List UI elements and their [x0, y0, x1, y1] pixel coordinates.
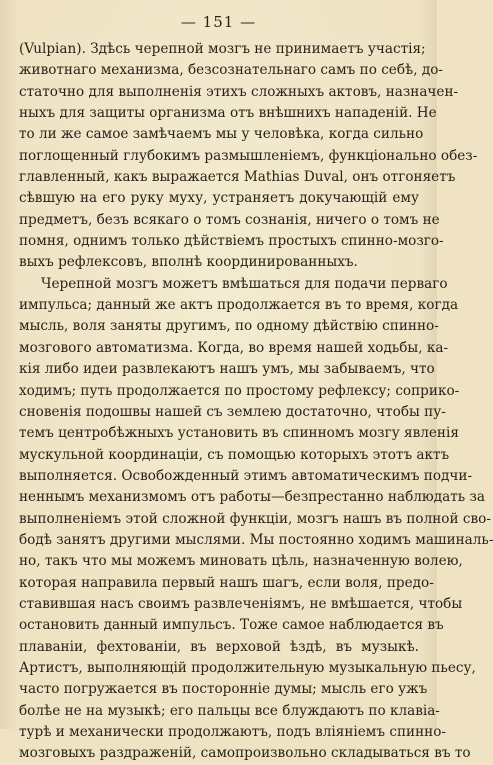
text-line: импульса; данный же актъ продолжается въ то время, когда	[19, 297, 459, 314]
text-line: сѣвшую на его руку муху, устраняетъ докучающій ему	[19, 190, 419, 207]
text-line: Артистъ, выполняющій продолжительную музыкальную пьесу,	[19, 659, 476, 676]
text-line: мозговыхъ раздраженій, самопроизвольно складываться въ то	[19, 745, 471, 762]
text-line: выполняется. Освобожденный этимъ автоматическимъ подчи-	[19, 467, 473, 484]
text-line: плаваніи, фехтованіи, въ верховой ѣздѣ, въ музыкѣ.	[19, 638, 419, 655]
text-line: неннымъ механизмомъ отъ работы—безпрестанно наблюдать за	[19, 489, 485, 506]
text-line: животнаго механизма, безсознательнаго самъ по себѣ, до-	[19, 62, 444, 79]
text-line: часто погружается въ посторонніе думы; мысль его ужъ	[19, 681, 428, 698]
text-line: предметъ, безъ всякаго о томъ сознанія, ничего о томъ не	[19, 211, 440, 228]
text-line: ходимъ; путь продолжается по простому рефлексу; соприко-	[19, 382, 460, 399]
text-line: мысль, воля заняты другимъ, по одному дѣйствію спинно-	[19, 318, 439, 335]
text-line: но, такъ что мы можемъ миновать цѣль, назначенную волею,	[19, 553, 463, 570]
text-line: ставившая насъ своимъ развлеченіямъ, не вмѣшается, чтобы	[19, 595, 463, 612]
text-line: статочно для выполненія этихъ сложныхъ актовъ, назначен-	[19, 83, 459, 100]
text-line: выполненіемъ этой сложной функціи, мозгъ нашъ въ полной сво-	[19, 510, 491, 527]
text-line: помня, однимъ только дѣйствіемъ простыхъ спинно-мозго-	[19, 233, 444, 250]
text-line: (Vulpian). Здѣсь черепной мозгъ не принимаетъ участія;	[19, 41, 426, 57]
text-line: турѣ и механически продолжаютъ, подъ вліяніемъ спинно-	[19, 724, 446, 740]
paragraph-2	[19, 274, 493, 765]
body-text	[19, 39, 493, 765]
text-line: болѣе не на музыкѣ; его пальцы все блуждаютъ по клавіа-	[19, 702, 440, 719]
text-line: главленный, какъ выражается Mathias Duval, онъ отгоняетъ	[19, 169, 456, 186]
text-line: кія либо идеи развлекаютъ нашъ умъ, мы забываемъ, что	[19, 361, 435, 378]
text-line: сновенія подошвы нашей съ землею достаточно, чтобы пу-	[19, 403, 446, 420]
text-line: то ли же самое замѣчаемъ мы у человѣка, когда сильно	[19, 126, 424, 143]
text-line: остановить данный импульсъ. Тоже самое наблюдается въ	[19, 617, 444, 634]
text-line: темъ центробѣжныхъ установить въ спинномъ мозгу явленія	[19, 425, 459, 442]
text-line: ныхъ для защиты организма отъ внѣшнихъ нападеній. Не	[19, 105, 437, 122]
text-line: выхъ рефлексовъ, вполнѣ координированныхъ.	[19, 254, 358, 271]
text-line: мускульной координаціи, съ помощью которыхъ этотъ актъ	[19, 446, 450, 463]
text-line: бодѣ занятъ другими мыслями. Мы постоянно ходимъ машиналь-	[19, 531, 493, 548]
text-line: которая направила первый нашъ шагъ, если воля, предо-	[19, 574, 434, 591]
page-number: — 151 —	[180, 13, 257, 31]
paragraph-1	[19, 39, 478, 274]
text-line: мозгового автоматизма. Когда, во время нашей ходьбы, ка-	[19, 339, 449, 356]
text-line: поглощенный глубокимъ размышленіемъ, функціонально обез-	[19, 147, 478, 164]
text-line: Черепной мозгъ можетъ вмѣшаться для подачи перваго	[41, 275, 448, 292]
